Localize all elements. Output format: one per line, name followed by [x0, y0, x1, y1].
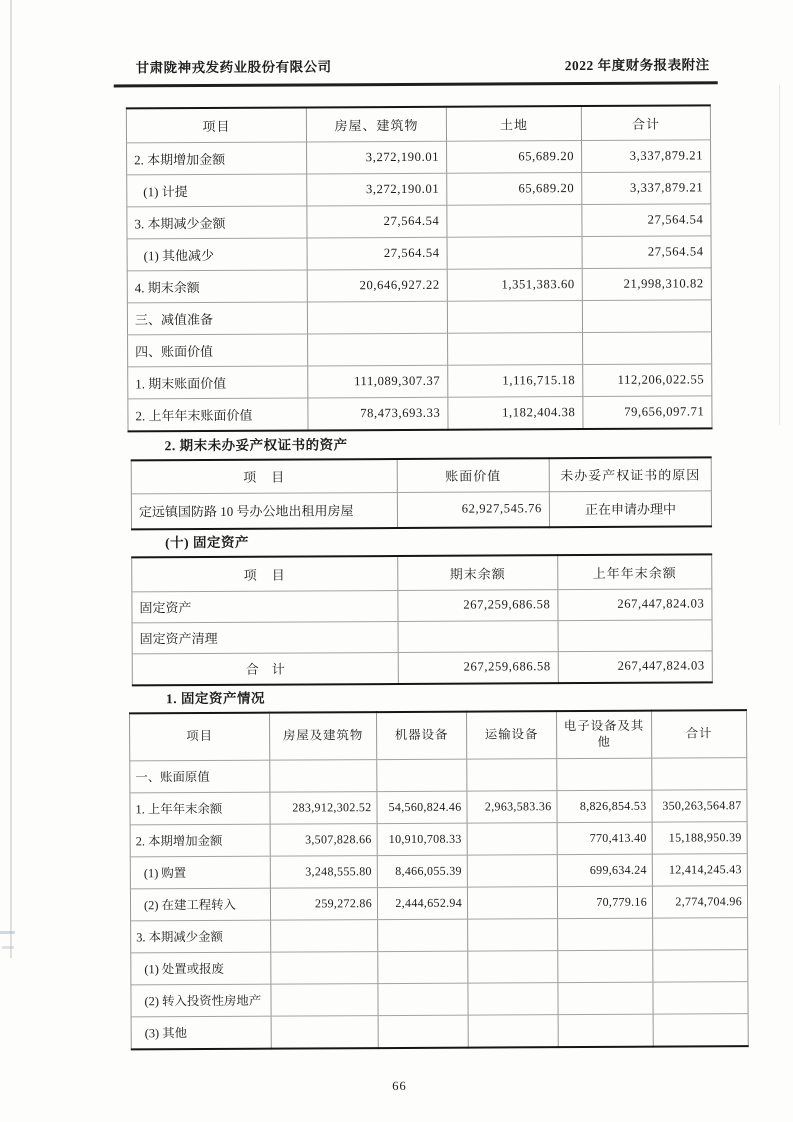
row-label: 1. 上年年末余额 — [130, 792, 270, 825]
table-row — [130, 789, 747, 824]
column-header: 项 目 — [132, 555, 398, 591]
cell-value — [653, 981, 748, 1013]
cell-value — [468, 918, 558, 950]
header-row — [132, 554, 712, 592]
header-row — [131, 457, 711, 494]
cell-value — [271, 919, 378, 952]
cell-value: 10,910,708.33 — [377, 823, 467, 855]
cell-value — [447, 236, 582, 269]
cell-value — [652, 757, 747, 789]
row-label: 合 计 — [132, 652, 398, 685]
cell-value — [447, 300, 582, 333]
cell-value — [378, 919, 468, 951]
cell-value: 350,263,564.87 — [652, 789, 747, 821]
column-header: 上年年末余额 — [558, 554, 712, 589]
cell-value — [653, 917, 748, 949]
table-row — [130, 885, 747, 920]
column-header: 电子设备及其他 — [557, 710, 652, 758]
unregistered-assets-table — [131, 456, 712, 530]
row-label: (2) 转入投资性房地产 — [131, 984, 271, 1017]
table-row — [128, 363, 712, 398]
cell-value — [307, 301, 447, 334]
cell-value — [468, 982, 558, 1014]
column-header: 期末余额 — [398, 555, 558, 590]
table-row — [127, 139, 711, 174]
cell-value: 15,188,950.39 — [652, 821, 747, 853]
cell-value: 2,963,583.36 — [467, 790, 557, 822]
table-row — [130, 757, 747, 792]
cell-value — [467, 886, 557, 918]
cell-value: 1,116,715.18 — [448, 364, 583, 397]
table-row — [131, 1013, 748, 1049]
cell-value: 62,927,545.76 — [397, 491, 549, 527]
cell-value: 54,560,824.46 — [377, 791, 467, 823]
cell-value: 3,337,879.21 — [582, 171, 711, 204]
cell-value: 3,272,190.01 — [307, 173, 447, 206]
table-row — [131, 949, 748, 984]
cell-value: 27,564.54 — [582, 235, 711, 268]
cell-value — [271, 1015, 378, 1048]
cell-value: 27,564.54 — [307, 237, 447, 270]
cell-value: 267,259,686.58 — [398, 651, 558, 683]
table-row — [128, 395, 712, 431]
cell-value — [468, 950, 558, 982]
cell-value — [467, 854, 557, 886]
cell-value — [467, 758, 557, 790]
cell-value — [557, 758, 652, 790]
header-row — [126, 105, 710, 143]
column-header: 项目 — [130, 712, 270, 760]
cell-value: 21,998,310.82 — [582, 267, 711, 300]
column-header: 房屋、建筑物 — [306, 106, 446, 141]
cell-value: 1,351,383.60 — [447, 268, 582, 301]
cell-value — [653, 1013, 748, 1046]
cell-value: 111,089,307.37 — [308, 365, 448, 398]
row-label: 4. 期末余额 — [127, 269, 307, 302]
row-label: 固定资产清理 — [132, 621, 398, 653]
cell-value — [558, 619, 712, 651]
cell-value: 2,774,704.96 — [652, 885, 747, 917]
section-title-fixed-assets: (十) 固定资产 — [165, 534, 250, 550]
row-label: (1) 其他减少 — [127, 237, 307, 270]
cell-value: 770,413.40 — [557, 822, 652, 854]
column-header: 房屋及建筑物 — [270, 712, 377, 760]
cell-value: 78,473,693.33 — [308, 397, 448, 430]
row-label: 三、减值准备 — [127, 301, 307, 334]
cell-value — [271, 951, 378, 984]
header-row — [130, 710, 747, 761]
cell-value — [448, 332, 583, 365]
cell-value: 3,272,190.01 — [307, 141, 447, 174]
row-label: (1) 计提 — [127, 173, 307, 206]
table-row — [130, 853, 747, 888]
table-row — [132, 650, 712, 685]
column-header: 机器设备 — [377, 711, 467, 759]
table-row — [128, 331, 712, 366]
cell-value: 8,466,055.39 — [377, 855, 467, 887]
cell-value: 70,779.16 — [557, 886, 652, 918]
cell-value — [308, 333, 448, 366]
cell-value — [558, 982, 653, 1014]
column-header: 合计 — [581, 105, 710, 140]
row-label: 1. 期末账面价值 — [128, 365, 308, 398]
row-label: 2. 本期增加金额 — [127, 141, 307, 174]
report-title: 2022 年度财务报表附注 — [564, 57, 710, 74]
cell-value — [378, 1015, 468, 1048]
cell-value — [558, 918, 653, 950]
cell-value — [583, 331, 712, 364]
page-header — [136, 53, 710, 76]
cell-value — [447, 204, 582, 237]
table-row — [127, 235, 711, 270]
column-header: 项目 — [126, 107, 306, 142]
cell-value: 3,248,555.80 — [270, 855, 377, 888]
row-label: (3) 其他 — [131, 1016, 271, 1049]
row-label: 定远镇国防路 10 号办公地出租用房屋 — [131, 492, 397, 529]
section-title-unregistered: 2. 期末未办妥产权证书的资产 — [164, 436, 348, 453]
cell-value: 259,272.86 — [270, 887, 377, 920]
page-number: 66 — [392, 1078, 407, 1093]
cell-value: 267,259,686.58 — [398, 589, 558, 621]
section-title-fa-detail: 1. 固定资产情况 — [165, 690, 265, 706]
table-row — [127, 203, 711, 238]
table-row — [127, 267, 711, 302]
row-label: 一、账面原值 — [130, 760, 270, 793]
cell-value: 3,507,828.66 — [270, 823, 377, 856]
table-row — [127, 171, 711, 206]
table-row — [127, 299, 711, 334]
row-label: 2. 上年年末账面价值 — [128, 397, 308, 430]
cell-value: 267,447,824.03 — [558, 650, 712, 682]
cell-value: 12,414,245.43 — [652, 853, 747, 885]
column-header: 土地 — [446, 106, 581, 141]
column-header: 合计 — [651, 710, 746, 758]
cell-value: 79,656,097.71 — [583, 395, 712, 428]
cell-value: 65,689.20 — [447, 140, 582, 173]
row-label: 3. 本期减少金额 — [131, 920, 271, 953]
column-header: 运输设备 — [467, 711, 557, 759]
row-label: 2. 本期增加金额 — [130, 824, 270, 857]
cell-value: 267,447,824.03 — [558, 588, 712, 620]
cell-value — [378, 951, 468, 983]
fixed-assets-detail-table — [129, 709, 749, 1050]
column-header: 项 目 — [131, 458, 397, 493]
company-name: 甘肃陇神戎发药业股份有限公司 — [135, 59, 332, 76]
table-row — [130, 821, 747, 856]
row-label: (1) 购置 — [130, 856, 270, 889]
cell-value — [558, 950, 653, 982]
cell-value — [582, 299, 711, 332]
cell-value: 27,564.54 — [582, 203, 711, 236]
cell-value: 65,689.20 — [447, 172, 582, 205]
cell-value: 699,634.24 — [557, 854, 652, 886]
row-label: (1) 处置或报废 — [131, 952, 271, 985]
cell-value: 1,182,404.38 — [448, 396, 583, 429]
cell-value — [398, 620, 558, 652]
column-header: 账面价值 — [397, 458, 549, 492]
cell-value: 283,912,302.52 — [270, 791, 377, 824]
table-row — [131, 981, 748, 1016]
cell-value: 27,564.54 — [307, 205, 447, 238]
cell-value — [468, 1014, 558, 1047]
row-label: (2) 在建工程转入 — [130, 888, 270, 921]
row-label: 3. 本期减少金额 — [127, 205, 307, 238]
cell-value: 正在申请办理中 — [549, 490, 711, 526]
cell-value — [467, 822, 557, 854]
asset-change-table — [126, 104, 713, 432]
cell-value — [653, 949, 748, 981]
cell-value — [558, 1014, 653, 1047]
table-row — [131, 490, 711, 529]
table-row — [132, 588, 712, 622]
row-label: 四、账面价值 — [128, 333, 308, 366]
cell-value — [378, 983, 468, 1015]
row-label: 固定资产 — [132, 590, 398, 622]
cell-value — [271, 983, 378, 1016]
cell-value — [270, 759, 377, 792]
table-row — [131, 917, 748, 952]
header-rule — [114, 81, 718, 87]
cell-value: 20,646,927.22 — [307, 269, 447, 302]
cell-value: 8,826,854.53 — [557, 790, 652, 822]
table-row — [132, 619, 712, 653]
cell-value — [377, 759, 467, 791]
cell-value: 3,337,879.21 — [582, 139, 711, 172]
fixed-assets-summary-table — [131, 553, 713, 686]
column-header: 未办妥产权证书的原因 — [549, 457, 711, 491]
cell-value: 2,444,652.94 — [377, 887, 467, 919]
cell-value: 112,206,022.55 — [583, 363, 712, 396]
